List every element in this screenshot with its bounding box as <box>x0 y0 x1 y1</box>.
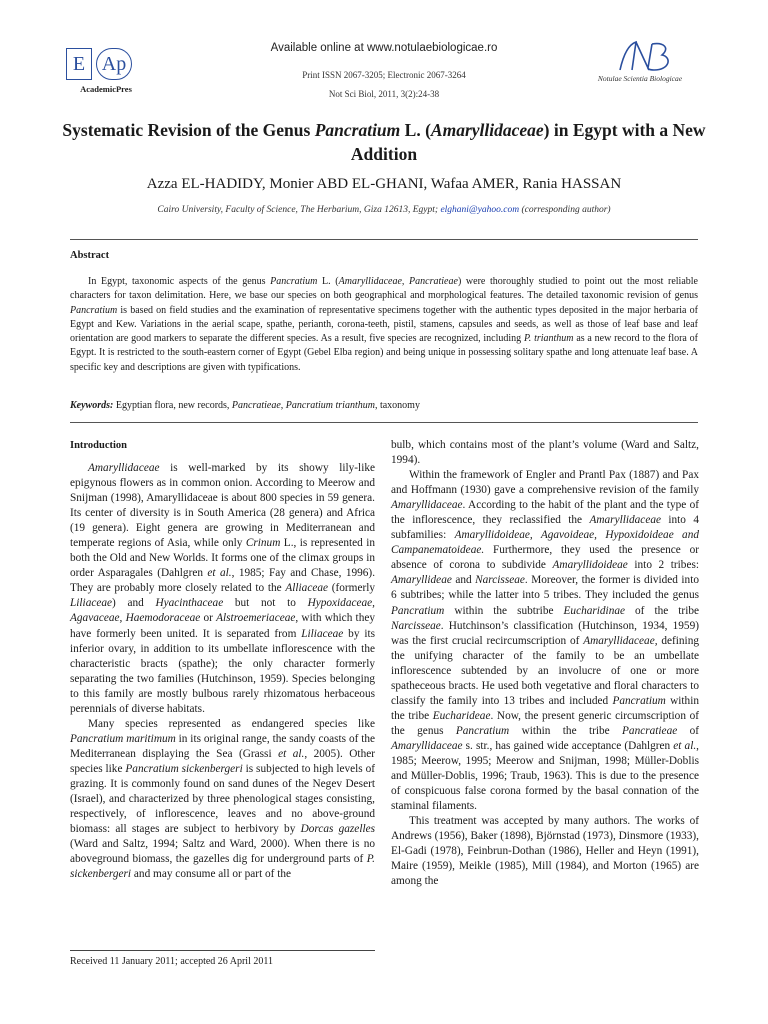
author-email-link[interactable]: elghani@yahoo.com <box>440 205 520 215</box>
intro-paragraph-1: Amaryllidaceae is well-marked by its showy lily-like epigynous flowers as in common onion. According to Meerow and Snijman (1998), Amaryllidaceae is about 800 species in 59 genera. Its center of diversity is in South America (28 genera) and Africa (19 genera). Eight genera are growing in Mediterranean and temperate regions of Asia, while only Crinum L., is represented in both the Old and New Worlds. It forms one of the climax groups in order Asparagales (Dahlgren et al., 1985; Fay and Chase, 1996). They are probably more closely related to the Alliaceae (formerly Liliaceae) and Hyacinthaceae but not to Hypoxidaceae, Agavaceae, Haemodoraceae or Alstroemeriaceae, with which they have formerly been united. It is separated from Liliaceae by its inferior ovary, in addition to its umbellate inflorescence with the characteristic bracts (spathe); the only character formerly separating the two families (Hutchinson, 1959). Species belonging to this family are mostly bulbous rarely rhizomatous herbaceous perennials of diverse habitats. <box>70 462 376 715</box>
logo-letter-e: E <box>66 48 92 80</box>
publisher-name: AcademicPres <box>80 84 132 94</box>
keywords: Keywords: Egyptian flora, new records, Pancratieae, Pancratium trianthum, taxonomy <box>70 400 420 411</box>
divider-top <box>70 239 698 240</box>
right-column <box>391 438 699 889</box>
divider-abstract <box>70 422 698 423</box>
issn-line: Print ISSN 2067-3205; Electronic 2067-3264 <box>302 70 466 80</box>
intro-paragraph-3: Within the framework of Engler and Prantl Pax (1887) and Pax and Hoffmann (1930) gave a comprehensive revision of the family Amaryllidaceae. According to the habit of the plant and the type of the inflorescence, they reclassified the Amaryllidaceae into 4 subfamilies: Amaryllidoideae, Agavoideae, Hypoxidoideae and Campanematoideae. Furthermore, they used the presence or absence of corona to subdivide Amaryllidoideae into 2 tribes: Amaryllideae and Narcisseae. Moreover, the former is divided into 6 subtribes; while the latter into 5 tribes. They included the genus Pancratium within the subtribe Eucharidinae of the tribe Narcisseae. Hutchinson’s classification (Hutchinson, 1934, 1959) was the first crucial recircumscription of Amaryllidaceae, defining the unifying character of the family to be an umbellate inflorescence subtended by an involucre of one or more spatheceous bracts. He used both vegetative and floral characters to classify the family into 13 tribes and included Pancratium within the tribe Eucharideae. Now, the present generic circumscription of the genus Pancratium within the tribe Pancratieae of Amaryllidaceae s. str., has gained wide acceptance (Dahlgren et al., 1985; Meerow, 1995; Meerow and Snijman, 1998; Müller-Doblis and Müller-Doblis, 1996; Traub, 1963). This is due to the presence of conspicuous false corona formed by the basal connation of the staminal filaments. <box>391 469 700 813</box>
intro-paragraph-2: Many species represented as endangered species like Pancratium maritimum in its original range, the sandy coasts of the Mediterranean displaying the Sea (Grassi et al., 2005). Other species like Pancratium sickenbergeri is subjected to high levels of grazing. It is commonly found on sand dunes of the Negev Desert (Israel), and characterized by three phenological stages consisting, respectively, of inflorescence, leaves and no above-ground biomass: all stages are subject to herbivory by Dorcas gazelles (Ward and Saltz, 1994; Saltz and Ward, 2000). When there is no aboveground biomass, the gazelles dig for underground parts of P. sickenbergeri and may consume all or part of the <box>70 717 376 881</box>
footnote-rule <box>70 950 375 951</box>
author-list: Azza EL-HADIDY, Monier ABD EL-GHANI, Wafaa AMER, Rania HASSAN <box>146 176 622 192</box>
notulae-logo <box>584 40 696 90</box>
introduction-heading: Introduction <box>70 440 127 451</box>
received-dates: Received 11 January 2011; accepted 26 April 2011 <box>70 956 273 967</box>
nb-monogram-icon <box>614 40 674 74</box>
intro-paragraph-continued: bulb, which contains most of the plant’s volume (Ward and Saltz, 1994). <box>391 439 699 467</box>
available-online: Available online at www.notulaebiologicae.ro <box>270 42 498 54</box>
journal-caption: Notulae Scientia Biologicae <box>597 74 683 83</box>
abstract-heading: Abstract <box>70 250 110 261</box>
abstract-body: In Egypt, taxonomic aspects of the genus Pancratium L. (Amaryllidaceae, Pancratieae) were thoroughly studied to point out the most reliable characters for taxon delimitation. Here, we base our species on both geographical and morphological features. The detailed taxonomic revision of genus Pancratium is based on field studies and the examination of representative specimens together with the authentic types deposited in the major herbaria of Egypt and Kew. Variations in the aerial scape, spathe, perianth, corona-teeth, pistil, stamens, capsules and seeds, as well as those of leaf base and leaf orientation are good markers to separate the different species. As a result, five species are recognized, including P. trianthum as a new record to the flora of Egypt. It is restricted to the south-eastern corner of Egypt (Gebel Elba region) and being unique in possessing solitary spathe and long attenuate leaf base. A specific key and descriptions are given with typifications. <box>70 276 698 373</box>
journal-header <box>0 0 768 110</box>
left-column <box>70 440 375 882</box>
citation-line: Not Sci Biol, 2011, 3(2):24-38 <box>328 89 440 99</box>
affiliation: Cairo University, Faculty of Science, The Herbarium, Giza 12613, Egypt; elghani@yahoo.com (corresponding author) <box>157 205 611 215</box>
article-title: Systematic Revision of the Genus Pancratium L. (Amaryllidaceae) in Egypt with a New Addition <box>62 120 706 164</box>
intro-paragraph-4: This treatment was accepted by many authors. The works of Andrews (1956), Baker (1898), Björnstad (1973), Dinsmore (1933), El-Gadi (1978), Feinbrun-Dothan (1986), Heller and Heyn (1991), Maire (1959), Meikle (1985), Mill (1984), and Morton (1965) are among the <box>391 815 699 888</box>
logo-letters-ap: Ap <box>96 48 132 80</box>
